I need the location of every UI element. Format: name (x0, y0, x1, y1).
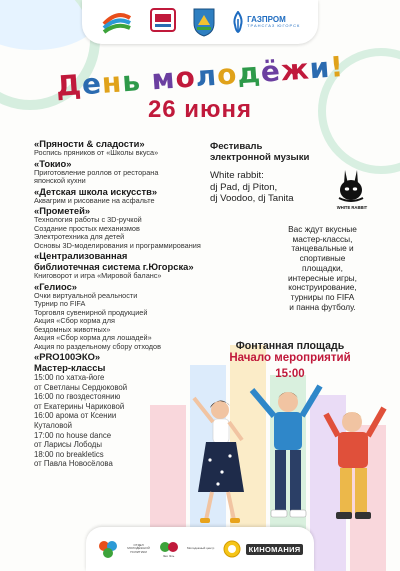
festival-lineup (210, 170, 335, 205)
masterclass-line: 18:00 по breakletics (34, 449, 104, 459)
invite-line: танцевальные и (291, 243, 354, 254)
program-line: Аквагрим и рисование на асфальте (34, 195, 155, 205)
masterclass-line: Куталовой (34, 420, 72, 430)
invite-line: турниры по FIFA (290, 291, 355, 302)
invite-text (270, 225, 375, 312)
partner-label-1: ОТДЕЛ МОЛОДЁЖНОЙ ПОЛИТИКИ (127, 542, 150, 554)
program-section-title: «Токио» (34, 157, 72, 169)
org-logo-2 (149, 7, 177, 37)
program-section-title: «Централизованная (34, 250, 128, 261)
gazprom-sub: ТРАНСГАЗ ЮГОРСК (247, 23, 301, 28)
program-section-title: «Гелиос» (34, 280, 78, 292)
program-line: Основы 3D-моделирования и программирования (34, 240, 201, 250)
person-boy-center (252, 386, 320, 517)
festival-title-line: электронной музыки (210, 152, 310, 163)
masterclass-line: 15:00 по хатха-йоге (34, 373, 105, 382)
program-line: Электротехника для детей (34, 232, 125, 241)
program-line: Турнир по FIFA (34, 299, 86, 308)
program-section-title: библиотечная система г.Югорска» (34, 261, 194, 272)
partner-logo-4 (184, 547, 218, 550)
masterclass-line: 17:00 по house dance (34, 430, 112, 440)
invite-line: и панна футболу. (289, 301, 356, 312)
lineup-line: White rabbit: (210, 170, 264, 181)
festival-title (210, 141, 360, 163)
program-line: бездомных животных» (34, 324, 111, 334)
start-time: 15:00 (275, 368, 305, 380)
program-line: Очки виртуальной реальности (34, 290, 138, 300)
masterclass-line: 16:00 по гвоздестоянию (34, 392, 121, 402)
partner-logo-1 (97, 539, 119, 559)
title-word-1: День (54, 64, 143, 104)
program-line: Книговорот и игра «Мировой баланс» (34, 271, 162, 280)
program-line: Приготовление роллов от ресторана (34, 167, 159, 177)
program-line: Акция по раздельному сбору отходов (34, 341, 161, 351)
kinomania-label: КИНОМАНИЯ (246, 544, 304, 555)
kinomania-logo (246, 544, 304, 555)
title-word-2: молодёжи! (150, 49, 346, 97)
festival-title-line: Фестиваль (210, 141, 263, 152)
program-section-title: «Прометей» (34, 205, 91, 216)
program-line: Технология работы с 3D-ручкой (34, 215, 142, 224)
invite-line: конструирование, (288, 282, 357, 293)
person-girl (194, 398, 244, 523)
person-boy-right (326, 408, 384, 519)
start-label: Начало мероприятий (229, 352, 351, 364)
partner-logo-2 (124, 544, 154, 554)
flame-icon (231, 11, 245, 33)
white-rabbit-logo (331, 168, 371, 204)
program-line: Акция «Сбор корма для лошадей» (34, 333, 152, 342)
youth-center-logo (223, 540, 241, 558)
masterclass-line: 16:00 арома от Ксении (34, 411, 117, 421)
program-line: японской кухни (34, 176, 86, 185)
gazprom-name: ГАЗПРОМ (247, 15, 286, 24)
people-illustration (170, 380, 400, 540)
org-logo-1 (100, 8, 134, 36)
masterclass-line: от Ларисы Лободы (34, 440, 102, 450)
program-line: Роспись пряников от «Школы вкуса» (34, 148, 159, 157)
partner-label-3: Молодежный центр (186, 546, 215, 551)
program-section-title: «PRO100ЭКО» (34, 351, 101, 362)
invite-line: мастер-классы, (292, 233, 353, 244)
crest-logo (192, 7, 216, 37)
masterclass-line: от Светланы Сердюковой (34, 382, 128, 392)
masterclass-title: Мастер-классы (34, 362, 106, 373)
invite-line: Вас ждут вкусные (288, 224, 357, 234)
masterclass-line: от Павла Новосёлова (34, 459, 113, 469)
lineup-line: dj Voodoo, dj Tanita (210, 193, 294, 204)
invite-line: спортивные (299, 253, 346, 264)
program-section-title: «Детская школа искусств» (34, 185, 158, 197)
program-section-title: «Пряности & сладости» (34, 138, 145, 149)
lineup-line: dj Pad, dj Piton, (210, 181, 278, 193)
header-logo-strip (82, 0, 318, 44)
event-date: 26 июня (147, 96, 253, 123)
program-line: Торговля сувенирной продукцией (34, 307, 148, 317)
invite-line: интересные игры, (288, 272, 357, 283)
program-line: Создание простых механизмов (34, 223, 140, 233)
venue: Фонтанная площадь (235, 340, 345, 352)
footer-logo-strip (86, 527, 314, 571)
partner-logo-3 (159, 539, 179, 558)
program-line: Акция «Сбор корма для (34, 316, 115, 325)
masterclass-line: от Екатерины Чариковой (34, 401, 125, 411)
gazprom-logo (231, 11, 300, 33)
partner-label-2: Эко Эль (162, 554, 175, 559)
white-rabbit-label: WHITE RABBIT (336, 205, 368, 210)
invite-line: площадки, (302, 262, 343, 273)
